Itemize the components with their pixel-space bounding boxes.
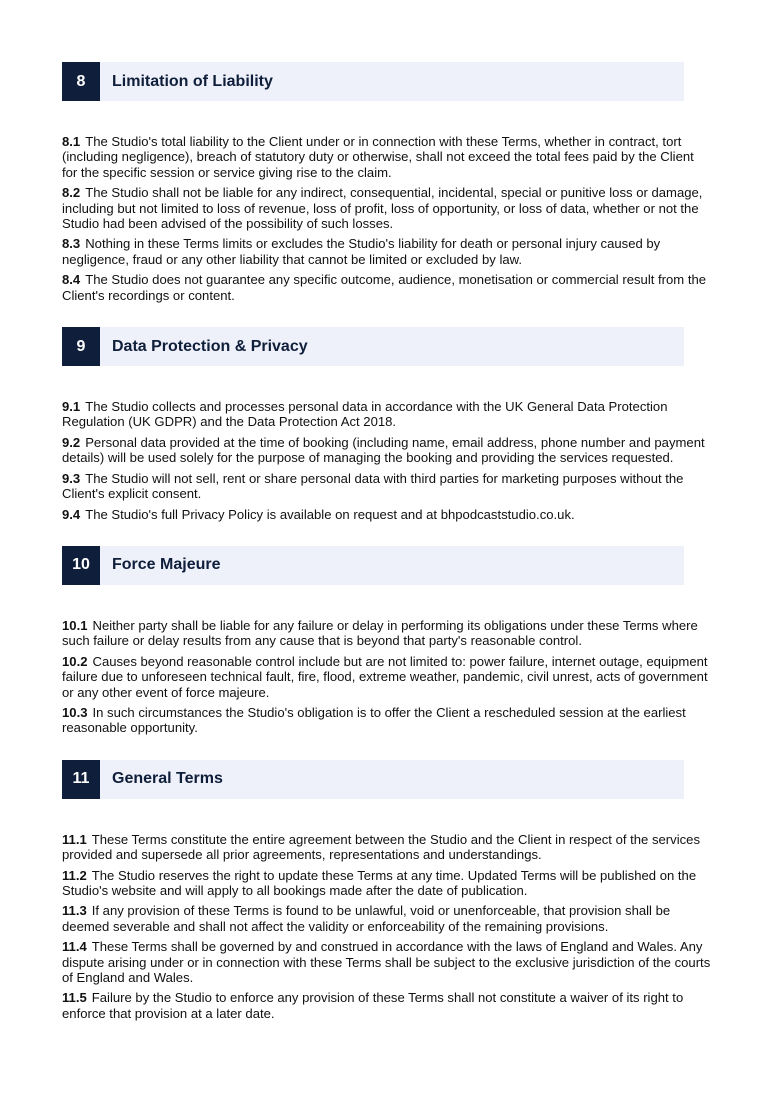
clause-text: Failure by the Studio to enforce any provision of these Terms shall not constitute a waiver of its right to enforce that provision at a later date. [62,990,684,1021]
clause-number: 8.2 [62,185,81,201]
clause-number: 11.1 [62,831,87,847]
clause-text: Causes beyond reasonable control include but are not limited to: power failure, internet outage, equipment failure due to unforeseen technical fault, fire, flood, extreme weather, pandemic, civil unrest, acts of government or any other event of force majeure. [62,653,708,700]
clause-text: The Studio will not sell, rent or share personal data with third parties for marketing purposes without the Client's explicit consent. [62,470,684,502]
clause-text: Personal data provided at the time of booking (including name, email address, phone number and payment details) will be used solely for the purpose of managing the booking and providing the services requested. [62,434,705,466]
section-general-terms [62,760,710,1021]
clause-number: 8.1 [62,134,81,149]
clause-number: 8.3 [62,236,81,252]
clause-number: 9.2 [62,434,81,450]
clause-number: 9.3 [62,470,81,486]
clause-number: 10.3 [62,704,88,720]
section-title: Force Majeure [112,556,221,574]
section-number-badge: 10 [62,546,100,585]
clause-text: The Studio does not guarantee any specific outcome, audience, monetisation or commercial result from the Client's recordings or content. [62,272,707,303]
section-header [62,546,684,585]
clause [62,471,712,502]
clause-text: The Studio's full Privacy Policy is available on request and at bhpodcaststudio.co.uk. [85,506,575,522]
section-number-badge: 9 [62,327,100,366]
clause [62,272,712,303]
clause-number: 11.5 [62,990,87,1006]
clause [62,399,712,430]
clause [62,868,712,899]
section-force-majeure [62,546,710,736]
clause [62,939,712,985]
clause-number: 10.1 [62,617,88,633]
section-limitation-of-liability [62,62,710,303]
clause-text: These Terms shall be governed by and construed in accordance with the laws of England and Wales. Any dispute arising under or in connection with these Terms shall be subject to the exclusive jurisdiction of the courts of England and Wales. [62,939,711,985]
section-header [62,62,684,101]
clause-number: 8.4 [62,272,81,288]
clause [62,705,712,736]
clause-text: In such circumstances the Studio's obligation is to offer the Client a rescheduled session at the earliest reasonable opportunity. [62,704,686,736]
clause-text: The Studio shall not be liable for any indirect, consequential, incidental, special or punitive loss or damage, including but not limited to loss of revenue, loss of profit, loss of opportunity, or loss of data, whether or not the Studio had been advised of the possibility of such losses. [62,185,703,232]
clause-text: These Terms constitute the entire agreement between the Studio and the Client in respect of the services provided and supersede all prior agreements, representations and understandings. [62,831,700,863]
clause-number: 9.1 [62,399,81,415]
clause [62,185,712,231]
clause-number: 10.2 [62,653,88,669]
clause [62,236,712,267]
clause-text: The Studio collects and processes personal data in accordance with the UK General Data Protection Regulation (UK GDPR) and the Data Protection Act 2018. [62,399,668,430]
section-header [62,760,684,799]
clause-number: 9.4 [62,506,81,522]
clause-number: 11.3 [62,903,87,919]
clause [62,435,712,466]
section-number-badge: 11 [62,760,100,799]
section-title: Data Protection & Privacy [112,337,308,355]
clause-text: The Studio's total liability to the Client under or in connection with these Terms, whether in contract, tort (including negligence), breach of statutory duty or otherwise, shall not exceed the total fees paid by the Client for the specific session or service giving rise to the claim. [62,134,694,180]
clause-text: If any provision of these Terms is found to be unlawful, void or unenforceable, that provision shall be deemed severable and shall not affect the validity or enforceability of the remaining provisions. [62,903,671,934]
clause [62,507,712,522]
clause-number: 11.4 [62,939,87,955]
clause-text: Nothing in these Terms limits or excludes the Studio's liability for death or personal injury caused by negligence, fraud or any other liability that cannot be limited or excluded by law. [62,236,661,267]
clause [62,134,712,180]
clause-text: Neither party shall be liable for any failure or delay in performing its obligations under these Terms where such failure or delay results from any cause that is beyond that party's reasonable control. [62,617,698,649]
section-title: General Terms [112,770,223,788]
clause [62,990,712,1021]
clause-number: 11.2 [62,867,87,883]
section-number-badge: 8 [62,62,100,101]
clause [62,903,712,934]
clause-text: The Studio reserves the right to update these Terms at any time. Updated Terms will be published on the Studio's website and will apply to all bookings made after the date of publication. [62,867,697,898]
section-title: Limitation of Liability [112,72,273,90]
clause [62,618,712,649]
clause [62,654,712,700]
section-data-protection-privacy [62,327,710,522]
clause [62,832,712,863]
section-header [62,327,684,366]
